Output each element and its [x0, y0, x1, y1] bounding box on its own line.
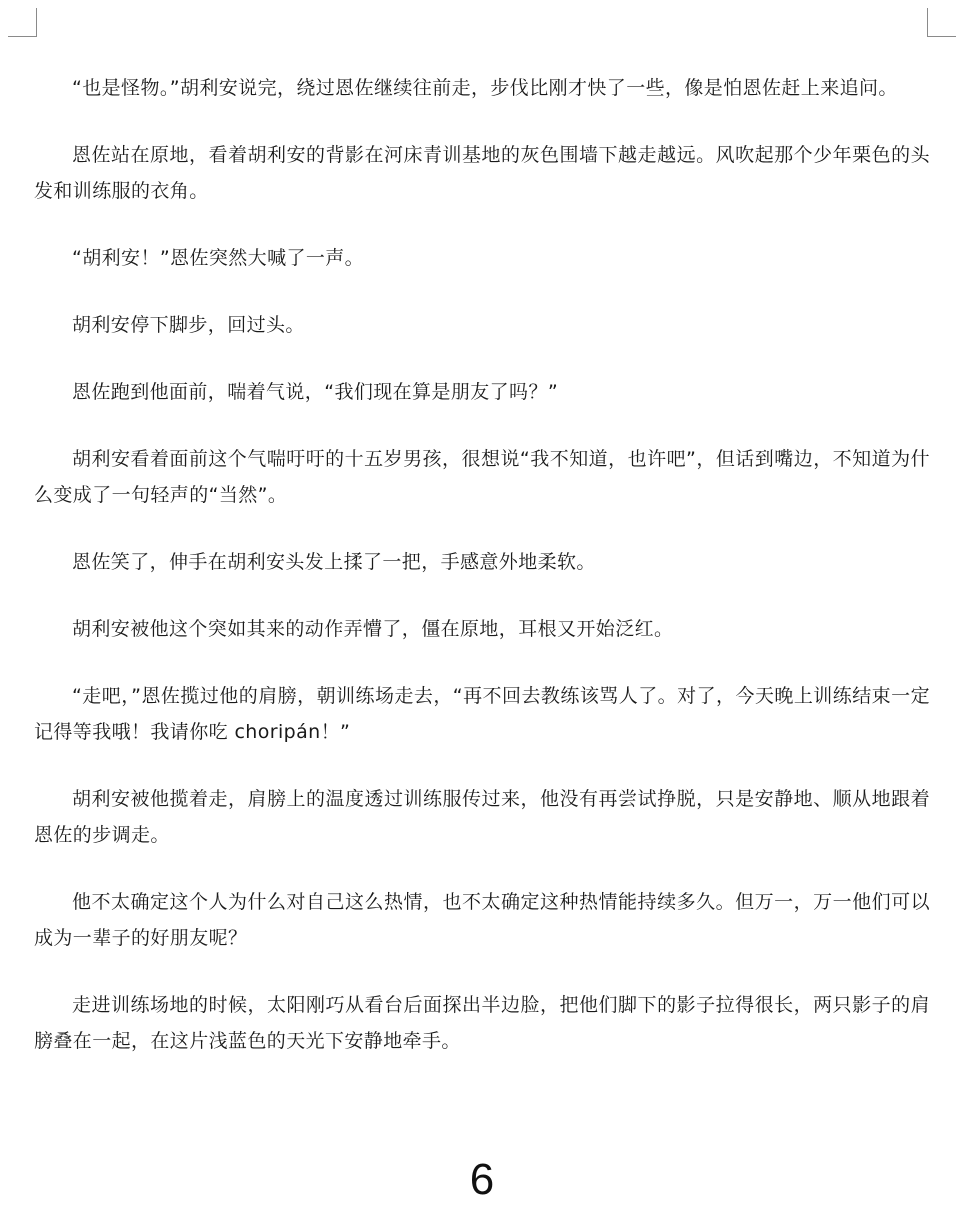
paragraph: “也是怪物。”胡利安说完，绕过恩佐继续往前走，步伐比刚才快了一些，像是怕恩佐赶上来追问。 — [72, 77, 898, 99]
paragraph: 恩佐笑了，伸手在胡利安头发上揉了一把，手感意外地柔软。 — [72, 551, 596, 573]
paragraph: 他不太确定这个人为什么对自己这么热情，也不太确定这种热情能持续多久。但万一，万一他们可以成为一辈子的好朋友呢？ — [34, 891, 930, 949]
page-body — [34, 70, 930, 1090]
crop-mark-top-right — [927, 8, 956, 37]
paragraph: 胡利安被他这个突如其来的动作弄懵了，僵在原地，耳根又开始泛红。 — [72, 618, 674, 640]
paragraph: 胡利安看着面前这个气喘吁吁的十五岁男孩，很想说“我不知道，也许吧”，但话到嘴边，不知道为什么变成了一句轻声的“当然”。 — [34, 448, 930, 506]
paragraph: “胡利安！”恩佐突然大喊了一声。 — [72, 247, 365, 269]
paragraph: “走吧，”恩佐揽过他的肩膀，朝训练场走去，“再不回去教练该骂人了。对了，今天晚上训练结束一定记得等我哦！我请你吃 choripán！” — [34, 685, 930, 743]
paragraph: 胡利安停下脚步，回过头。 — [72, 314, 305, 336]
paragraph: 恩佐跑到他面前，喘着气说，“我们现在算是朋友了吗？” — [72, 381, 559, 403]
paragraph: 恩佐站在原地，看着胡利安的背影在河床青训基地的灰色围墙下越走越远。风吹起那个少年栗色的头发和训练服的衣角。 — [34, 144, 930, 202]
paragraph: 走进训练场地的时候，太阳刚巧从看台后面探出半边脸，把他们脚下的影子拉得很长，两只影子的肩膀叠在一起，在这片浅蓝色的天光下安静地牵手。 — [34, 994, 930, 1052]
crop-mark-top-left — [8, 8, 37, 37]
page-number: 6 — [469, 1155, 495, 1204]
paragraph: 胡利安被他揽着走，肩膀上的温度透过训练服传过来，他没有再尝试挣脱，只是安静地、顺从地跟着恩佐的步调走。 — [34, 788, 930, 846]
